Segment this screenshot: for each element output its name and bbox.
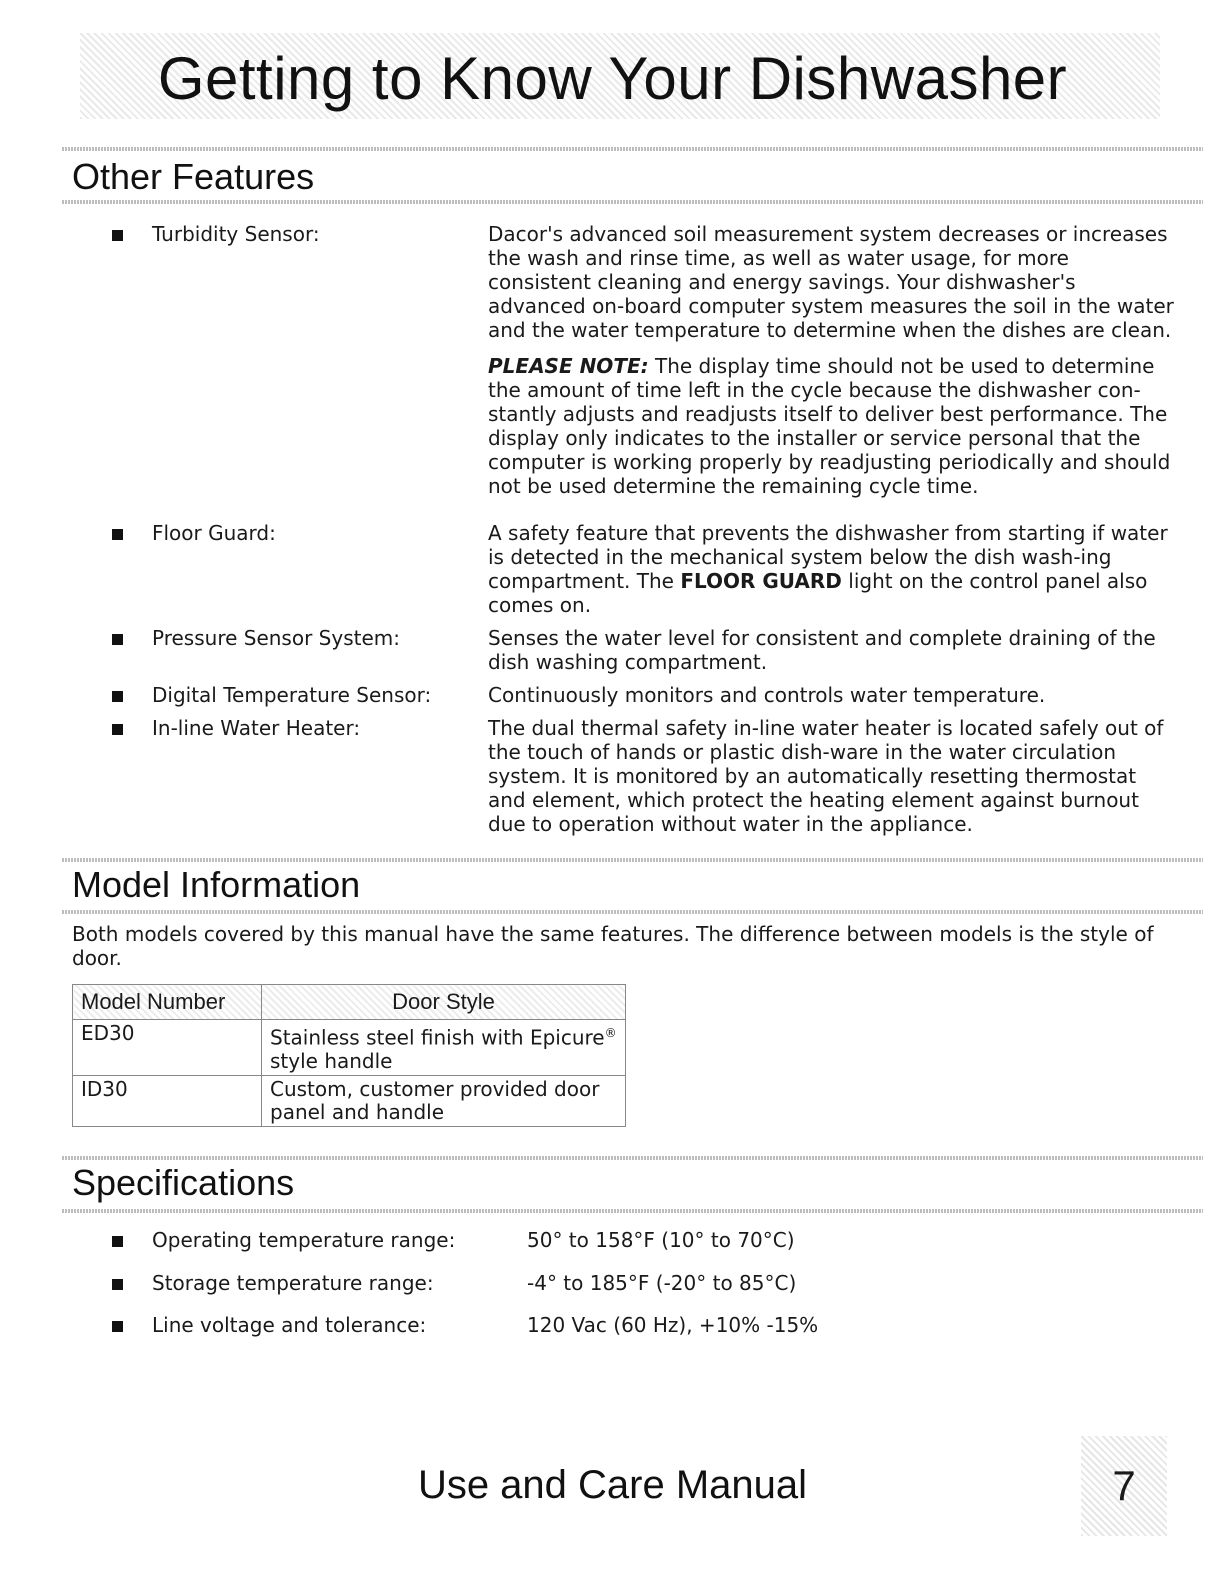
column-header-door-style: Door Style [262, 985, 626, 1020]
page-title: Getting to Know Your Dishwasher [157, 45, 1068, 112]
door-style-cell: Stainless steel finish with Epicure® style handle [262, 1020, 626, 1076]
feature-label: In-line Water Heater: [152, 716, 361, 740]
table-row [73, 1075, 626, 1126]
feature-description: A safety feature that prevents the dishwasher from starting if water is detected in the mechanical system below the dish wash-ing compartment. The FLOOR GUARD light on the control panel also comes on. [488, 521, 1168, 617]
section-rule [62, 910, 1203, 914]
model-table [72, 984, 626, 1127]
model-intro-text: Both models covered by this manual have the same features. The difference between models is the style of door. [72, 922, 1154, 970]
section-rule [62, 1156, 1203, 1160]
spec-label: Storage temperature range: [152, 1271, 434, 1295]
bullet-icon [112, 1279, 123, 1290]
bullet-icon [112, 691, 123, 702]
model-cell: ED30 [73, 1020, 262, 1076]
bullet-icon [112, 1236, 123, 1247]
feature-description: The dual thermal safety in-line water heater is located safely out of the touch of hands or plastic dish-ware in the water circulation system. It is monitored by an automatically resetting thermostat and element, which protect the heating element against burnout due to operation without water in the appliance. [488, 716, 1164, 836]
section-rule [62, 1209, 1203, 1213]
bullet-icon [112, 529, 123, 540]
bullet-icon [112, 1321, 123, 1332]
section-heading-specifications: Specifications [72, 1162, 295, 1203]
section-rule [62, 858, 1203, 862]
spec-value: -4° to 185°F (-20° to 85°C) [527, 1271, 797, 1295]
feature-label: Floor Guard: [152, 521, 276, 545]
feature-description [488, 222, 1178, 498]
table-header-row [73, 985, 626, 1020]
column-header-model-number: Model Number [73, 985, 262, 1020]
please-note-paragraph [488, 354, 1178, 498]
feature-description: Continuously monitors and controls water temperature. [488, 683, 1046, 707]
feature-label: Digital Temperature Sensor: [152, 683, 432, 707]
section-rule [62, 147, 1203, 151]
spec-value: 50° to 158°F (10° to 70°C) [527, 1228, 795, 1252]
please-note-label: PLEASE NOTE: [488, 354, 649, 378]
section-rule [62, 200, 1203, 204]
feature-label: Turbidity Sensor: [152, 222, 320, 246]
section-heading-other-features: Other Features [72, 156, 315, 197]
section-heading-model-information: Model Information [72, 864, 361, 905]
footer-title: Use and Care Manual [417, 1463, 808, 1507]
page-number: 7 [1112, 1462, 1136, 1509]
bullet-icon [112, 634, 123, 645]
bullet-icon [112, 724, 123, 735]
door-style-cell: Custom, customer provided door panel and handle [262, 1075, 626, 1126]
table-row [73, 1020, 626, 1076]
feature-description-text: Dacor's advanced soil measurement system decreases or increases the wash and rinse time, as well as water usage, for more consistent cleaning and energy savings. Your dishwasher's advanced on-board computer system measures the soil in the water and the water temperature to determine when the dishes are clean. [488, 222, 1174, 342]
floor-guard-term: FLOOR GUARD [680, 569, 842, 593]
spec-label: Operating temperature range: [152, 1228, 456, 1252]
please-note-text: The display time should not be used to determine the amount of time left in the cycle because the dishwasher con-stantly adjusts and readjusts itself to deliver best performance. The display only indicates to the installer or service personal that the computer is working properly by readjusting periodically and should not be used determine the remaining cycle time. [488, 354, 1171, 498]
model-cell: ID30 [73, 1075, 262, 1126]
bullet-icon [112, 230, 123, 241]
registered-mark: ® [604, 1026, 617, 1040]
feature-label: Pressure Sensor System: [152, 626, 400, 650]
feature-description: Senses the water level for consistent and complete draining of the dish washing compartment. [488, 626, 1156, 674]
spec-label: Line voltage and tolerance: [152, 1313, 427, 1337]
spec-value: 120 Vac (60 Hz), +10% -15% [527, 1313, 819, 1337]
